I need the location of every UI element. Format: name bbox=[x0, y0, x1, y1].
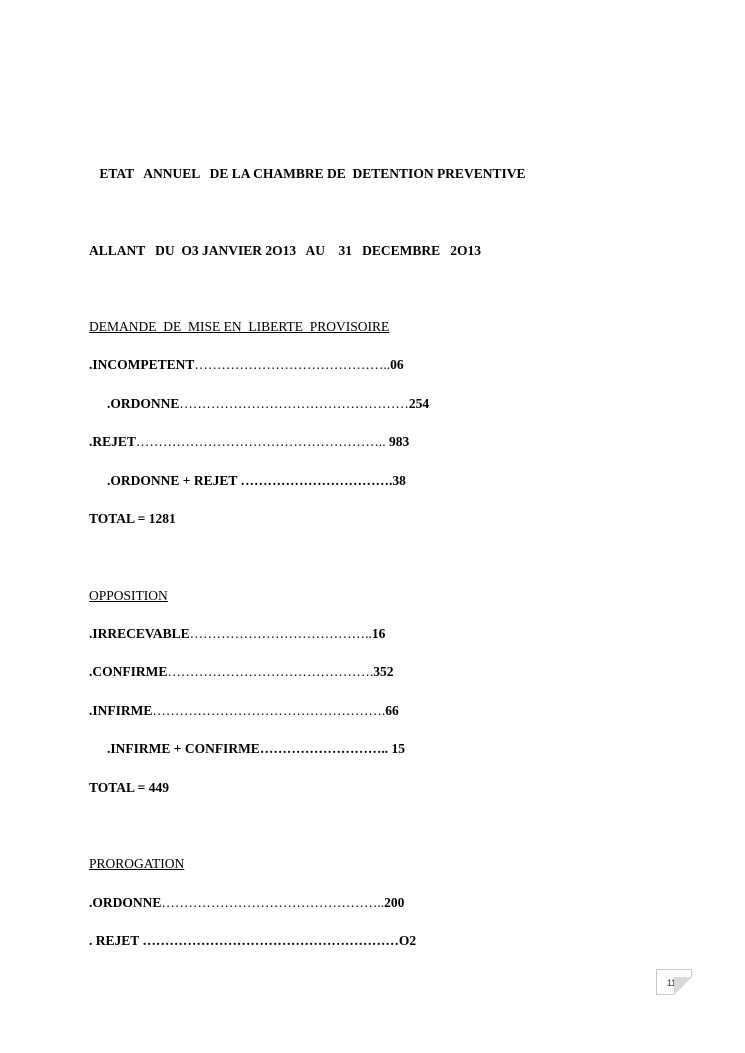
item-confirme: .CONFIRME……………………………………….352 bbox=[89, 664, 394, 679]
item-incompetent: .INCOMPETENT……………………………………..06 bbox=[89, 357, 404, 372]
item-prorogation-ordonne: .ORDONNE…………………………………………..200 bbox=[89, 895, 405, 910]
item-infirme: .INFIRME…………………………………………….66 bbox=[89, 703, 399, 718]
page-number: 113 bbox=[666, 978, 682, 988]
item-prorogation-rejet: . REJET …………………………………………………O2 bbox=[89, 933, 417, 948]
item-irrecevable: .IRRECEVABLE…………………………………..16 bbox=[89, 626, 386, 641]
item-rejet: .REJET……………………………………………….. 983 bbox=[89, 434, 410, 449]
section-heading-opposition: OPPOSITION bbox=[89, 588, 168, 603]
item-ordonne-rejet: .ORDONNE + REJET …………………………….38 bbox=[107, 473, 406, 488]
period-line: ALLANT DU O3 JANVIER 2O13 AU 31 DECEMBRE 2O13 bbox=[89, 243, 482, 258]
item-infirme-confirme: .INFIRME + CONFIRME……………………….. 15 bbox=[107, 741, 405, 756]
page-number-box bbox=[656, 969, 692, 995]
item-ordonne: .ORDONNE……………………………………………254 bbox=[107, 396, 430, 411]
section-heading-prorogation: PROROGATION bbox=[89, 856, 185, 871]
document-title: ETAT ANNUEL DE LA CHAMBRE DE DETENTION PREVENTIVE bbox=[96, 166, 526, 181]
total-opposition: TOTAL = 449 bbox=[89, 780, 169, 795]
section-heading-liberte: DEMANDE DE MISE EN LIBERTE PROVISOIRE bbox=[89, 319, 390, 334]
page-curl-icon bbox=[674, 977, 692, 995]
total-liberte: TOTAL = 1281 bbox=[89, 511, 176, 526]
